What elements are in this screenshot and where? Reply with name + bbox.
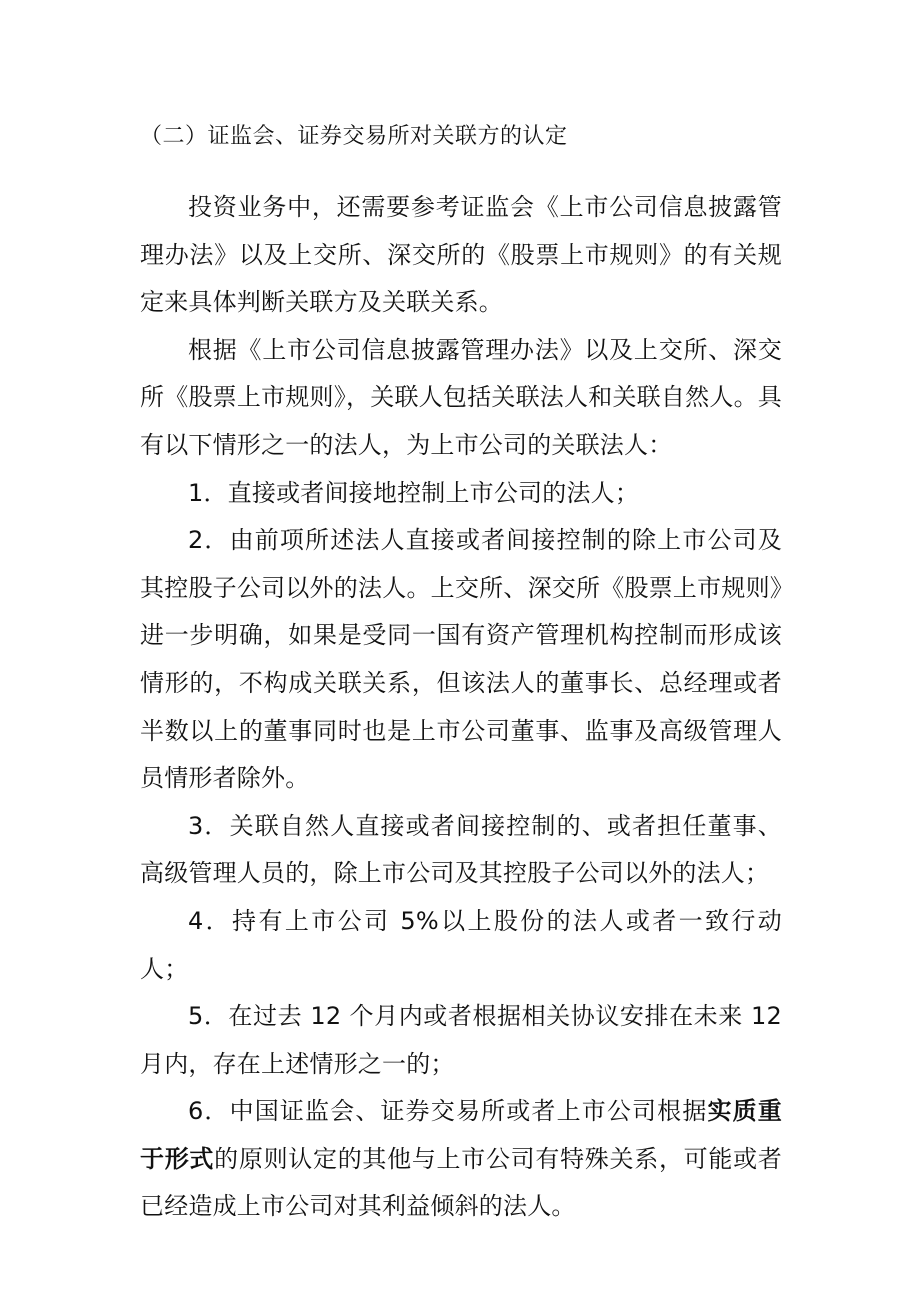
list-item-6-emphasis: 实质重于形式 xyxy=(140,1097,782,1173)
list-item-4: 4．持有上市公司 5%以上股份的法人或者一致行动人； xyxy=(140,906,782,983)
body-text xyxy=(140,184,782,1231)
list-item-6-suffix: 的原则认定的其他与上市公司有特殊关系，可能或者已经造成上市公司对其利益倾斜的法人。 xyxy=(140,1144,782,1221)
list-item-5: 5．在过去 12 个月内或者根据相关协议安排在未来 12 月内，存在上述情形之一的； xyxy=(140,1002,782,1078)
list-item-2: 2．由前项所述法人直接或者间接控制的除上市公司及其控股子公司以外的法人。上交所、深交所《股票上市规则》进一步明确，如果是受同一国有资产管理机构控制而形成该情形的，不构成关联关系，但该法人的董事长、总经理或者半数以上的董事同时也是上市公司董事、监事及高级管理人员情形者除外。 xyxy=(140,526,782,793)
list-item-6-prefix: 6．中国证监会、证券交易所或者上市公司根据 xyxy=(188,1097,708,1126)
list-item-3: 3．关联自然人直接或者间接控制的、或者担任董事、高级管理人员的，除上市公司及其控股子公司以外的法人； xyxy=(140,811,782,888)
list-item-1: 1．直接或者间接地控制上市公司的法人； xyxy=(188,478,640,507)
paragraph-intro: 投资业务中，还需要参考证监会《上市公司信息披露管理办法》以及上交所、深交所的《股票上市规则》的有关规定来具体判断关联方及关联关系。 xyxy=(140,193,782,317)
paragraph-definition: 根据《上市公司信息披露管理办法》以及上交所、深交所《股票上市规则》，关联人包括关联法人和关联自然人。具有以下情形之一的法人，为上市公司的关联法人： xyxy=(140,335,782,459)
list-item-6 xyxy=(140,1088,782,1231)
section-heading: （二）证监会、证券交易所对关联方的认定 xyxy=(140,124,568,149)
